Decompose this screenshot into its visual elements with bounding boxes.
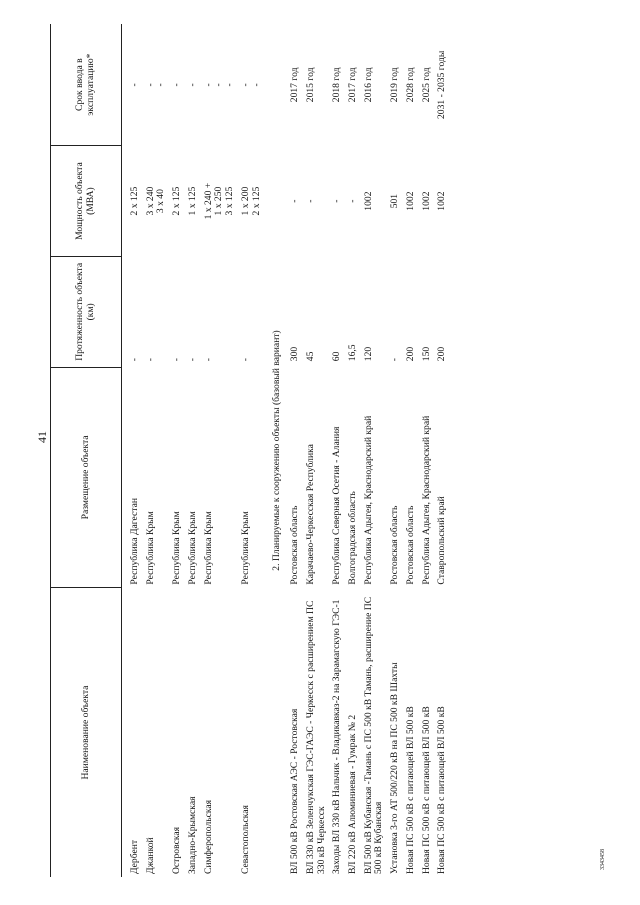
document-id: 3343458 — [600, 849, 606, 870]
cell-location: Республика Крым — [171, 511, 183, 585]
table-row — [145, 24, 171, 877]
cell-location: Республика Крым — [202, 511, 214, 585]
header-power: Мощность объекта (МВА) — [51, 146, 122, 257]
table-row — [122, 24, 145, 877]
cell-length: 200 — [404, 346, 416, 362]
cell-power: - — [289, 199, 301, 203]
cell-power — [145, 146, 171, 257]
cell-location: Республика Крым — [239, 511, 251, 585]
cell-name: Дербент — [129, 839, 140, 874]
cell-name: ВЛ 500 кВ Кубанская -Тамань с ПС 500 кВ Тамань, расширение ПС 500 кВ Кубанская — [362, 596, 385, 874]
cell-name: Установка 3-го АТ 500/220 кВ на ПС 500 кВ Шахты — [389, 662, 401, 874]
cell-power-line: 1 х 125 — [186, 186, 198, 216]
cell-power: 1002 — [362, 191, 374, 211]
cell-power: - — [304, 199, 316, 203]
cell-name: Западно-Крымская — [186, 796, 198, 874]
cell-length: 300 — [289, 346, 301, 362]
cell-location: Карачаево-Черкесская Республика — [304, 444, 316, 585]
cell-length: - — [129, 357, 140, 362]
table-body — [122, 24, 453, 877]
cell-name: Новая ПС 500 кВ с питающей ВЛ 500 кВ — [404, 706, 416, 874]
cell-date-line: - — [213, 83, 225, 87]
cell-power: - — [331, 199, 343, 203]
cell-power-line: 1 х 200 — [239, 186, 251, 216]
cell-date-line: - — [186, 83, 198, 87]
page-number: 41 — [35, 431, 49, 443]
table-row — [436, 24, 452, 877]
table-row — [289, 24, 305, 877]
cell-date-line: - — [144, 83, 156, 87]
header-row — [51, 24, 122, 877]
cell-length: - — [202, 357, 214, 362]
cell-date-line: - — [224, 83, 236, 87]
cell-power — [187, 146, 203, 257]
table-row — [240, 24, 266, 877]
cell-length: 16,5 — [347, 344, 359, 362]
table-row — [347, 24, 363, 877]
cell-power: - — [347, 199, 359, 203]
cell-location: Ростовская область — [404, 505, 416, 585]
cell-length: 60 — [331, 351, 343, 362]
cell-length: - — [389, 357, 401, 362]
cell-power: 1002 — [404, 191, 416, 211]
cell-power — [240, 146, 266, 257]
header-name: Наименование объекта — [51, 588, 122, 877]
cell-power-line: 2 х 125 — [129, 186, 140, 216]
table-row — [331, 24, 347, 877]
cell-name: Заходы ВЛ 330 кВ Нальчик - Владикавказ-2 на Зарамагскую ГЭС-1 — [331, 599, 343, 874]
cell-name: Островская — [171, 826, 183, 874]
cell-date: 2019 год — [389, 67, 401, 103]
cell-date-line: - — [129, 83, 140, 87]
cell-length: - — [186, 357, 198, 362]
cell-power-line: 2 х 125 — [250, 186, 262, 216]
cell-length: 120 — [362, 346, 374, 362]
cell-location: Республика Крым — [186, 511, 198, 585]
cell-location: Ставропольский край — [436, 496, 448, 585]
cell-date — [187, 24, 203, 146]
cell-date-line: - — [171, 83, 183, 87]
cell-power-line: 3 х 40 — [155, 189, 167, 214]
header-location: Размещение объекта — [51, 367, 122, 587]
cell-name: ВЛ 500 кВ Ростовская АЭС - Ростовская — [289, 708, 301, 874]
cell-location: Ростовская область — [389, 505, 401, 585]
cell-location: Республика Дагестан — [129, 497, 140, 585]
table-row — [305, 24, 331, 877]
cell-length: 45 — [304, 351, 316, 362]
cell-power — [203, 146, 240, 257]
cell-length: - — [144, 357, 156, 362]
header-length: Протяженность объекта (км) — [51, 256, 122, 367]
cell-name: ВЛ 330 кВ Зеленчукская ГЭС-ГАЭС - Черкесск с расширением ПС 330 кВ Черкесск — [304, 600, 327, 874]
table-row — [203, 24, 240, 877]
cell-length: - — [239, 357, 251, 362]
table-row — [405, 24, 421, 877]
header-date: Срок ввода в эксплуатацию* — [51, 24, 122, 146]
cell-location: Республика Адыгея, Краснодарский край — [420, 415, 432, 585]
objects-table — [50, 24, 452, 877]
cell-date: 2017 год — [289, 67, 301, 103]
cell-date: 2015 год — [304, 67, 316, 103]
table-row — [389, 24, 405, 877]
cell-date: 2016 год — [362, 67, 374, 103]
cell-date — [171, 24, 187, 146]
cell-name: Севастопольская — [239, 805, 251, 874]
table-row — [187, 24, 203, 877]
cell-name: ВЛ 220 кВ Алюминиевая - Гумрак № 2 — [347, 714, 359, 874]
cell-date-line: - — [155, 83, 167, 87]
cell-location: Ростовская область — [289, 505, 301, 585]
cell-location: Республика Адыгея, Краснодарский край — [362, 415, 374, 585]
cell-date: 2017 год — [347, 67, 359, 103]
cell-date: 2028 год — [404, 67, 416, 103]
cell-length: 150 — [420, 346, 432, 362]
cell-date: 2018 год — [331, 67, 343, 103]
cell-power-line: 1 х 240 + — [202, 182, 214, 220]
cell-name: Симферопольская — [202, 799, 214, 874]
cell-power: 501 — [389, 193, 401, 209]
cell-length: 200 — [436, 346, 448, 362]
cell-name: Новая ПС 500 кВ с питающей ВЛ 500 кВ — [420, 706, 432, 874]
cell-date: 2031 - 2035 годы — [436, 50, 448, 120]
cell-power: 1002 — [420, 191, 432, 211]
table-row — [171, 24, 187, 877]
cell-power-line: 3 х 125 — [224, 186, 236, 216]
section-title: 2. Планируемые к сооружению объекты (базовый вариант) — [271, 330, 283, 571]
cell-date-line: - — [250, 83, 262, 87]
cell-date — [145, 24, 171, 146]
cell-power — [122, 146, 145, 257]
section-row — [266, 24, 289, 877]
cell-power-line: 3 х 240 — [144, 186, 156, 216]
cell-location: Республика Крым — [144, 511, 156, 585]
cell-date — [203, 24, 240, 146]
cell-length: - — [171, 357, 183, 362]
table-row — [421, 24, 437, 877]
cell-location: Волгоградская область — [347, 491, 359, 585]
cell-date: 2025 год — [420, 67, 432, 103]
cell-power-line: 2 х 125 — [171, 186, 183, 216]
cell-location: Республика Северная Осетия - Алания — [331, 426, 343, 585]
cell-power-line: 1 х 250 — [213, 186, 225, 216]
cell-date — [122, 24, 145, 146]
cell-date-line: - — [202, 83, 214, 87]
cell-date — [240, 24, 266, 146]
cell-power: 1002 — [436, 191, 448, 211]
table-header — [51, 24, 122, 877]
cell-name: Новая ПС 500 кВ с питающей ВЛ 500 кВ — [436, 706, 448, 874]
rotated-table-sheet — [50, 24, 562, 877]
cell-date-line: - — [239, 83, 251, 87]
cell-name: Джанкой — [144, 837, 156, 874]
table-row — [363, 24, 389, 877]
cell-power — [171, 146, 187, 257]
